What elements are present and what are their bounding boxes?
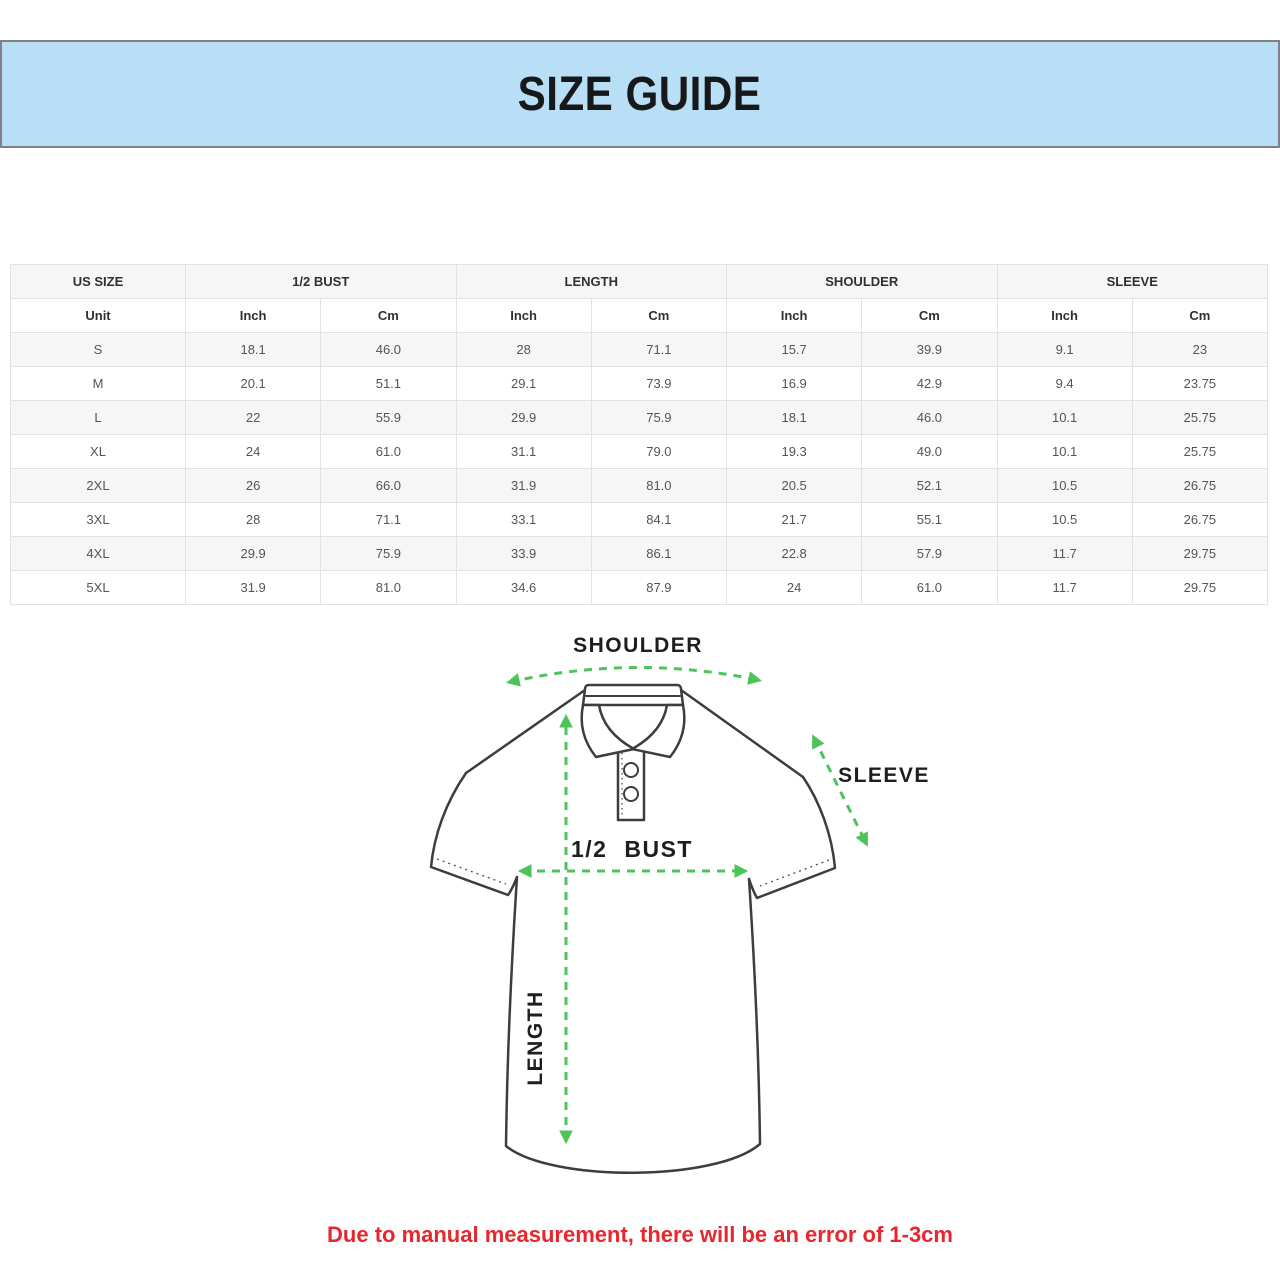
measurement-value: 26.75 xyxy=(1132,469,1267,503)
measurement-value: 10.1 xyxy=(997,435,1132,469)
button-top xyxy=(624,763,638,777)
measurement-value: 26.75 xyxy=(1132,503,1267,537)
right-sleeve xyxy=(749,777,835,898)
measurement-value: 73.9 xyxy=(591,367,726,401)
measurement-value: 24 xyxy=(186,435,321,469)
polo-shirt-drawing xyxy=(431,685,835,1173)
measurement-diagram xyxy=(418,630,938,1202)
measurement-value: 81.0 xyxy=(591,469,726,503)
measurement-value: 22.8 xyxy=(727,537,862,571)
size-table-container xyxy=(10,264,1268,605)
collar-left-leaf xyxy=(582,705,634,757)
measurement-value: 61.0 xyxy=(321,435,456,469)
size-guide-banner xyxy=(0,40,1280,148)
measurement-value: 81.0 xyxy=(321,571,456,605)
measurement-value: 55.1 xyxy=(862,503,997,537)
measurement-value: 75.9 xyxy=(591,401,726,435)
left-sleeve xyxy=(431,773,517,895)
column-header: LENGTH xyxy=(456,265,727,299)
unit-header-cell: Inch xyxy=(727,299,862,333)
size-label: XL xyxy=(11,435,186,469)
measurement-value: 71.1 xyxy=(321,503,456,537)
measurement-value: 28 xyxy=(456,333,591,367)
measurement-value: 31.9 xyxy=(186,571,321,605)
table-row xyxy=(11,537,1268,571)
size-label: 5XL xyxy=(11,571,186,605)
measurement-value: 29.75 xyxy=(1132,571,1267,605)
measurement-value: 61.0 xyxy=(862,571,997,605)
size-label: 2XL xyxy=(11,469,186,503)
column-header: SHOULDER xyxy=(727,265,998,299)
table-row xyxy=(11,503,1268,537)
measurement-value: 9.1 xyxy=(997,333,1132,367)
measurement-value: 87.9 xyxy=(591,571,726,605)
size-label: L xyxy=(11,401,186,435)
measurement-value: 28 xyxy=(186,503,321,537)
button-bottom xyxy=(624,787,638,801)
measurement-value: 52.1 xyxy=(862,469,997,503)
measurement-value: 42.9 xyxy=(862,367,997,401)
table-row xyxy=(11,469,1268,503)
measurement-value: 46.0 xyxy=(321,333,456,367)
sleeve-label: SLEEVE xyxy=(838,764,930,787)
measurement-disclaimer: Due to manual measurement, there will be an error of 1-3cm xyxy=(327,1222,953,1247)
size-label: 3XL xyxy=(11,503,186,537)
column-header: US SIZE xyxy=(11,265,186,299)
shoulder-arrow xyxy=(510,667,758,682)
measurement-value: 46.0 xyxy=(862,401,997,435)
table-row xyxy=(11,367,1268,401)
measurement-value: 10.5 xyxy=(997,503,1132,537)
measurement-value: 22 xyxy=(186,401,321,435)
measurement-value: 15.7 xyxy=(727,333,862,367)
size-table-body xyxy=(11,333,1268,605)
table-row xyxy=(11,333,1268,367)
measurement-value: 10.1 xyxy=(997,401,1132,435)
measurement-value: 66.0 xyxy=(321,469,456,503)
column-header: 1/2 BUST xyxy=(186,265,457,299)
measurement-value: 11.7 xyxy=(997,571,1132,605)
measurement-value: 11.7 xyxy=(997,537,1132,571)
measurement-value: 33.1 xyxy=(456,503,591,537)
shoulder-label: SHOULDER xyxy=(573,634,703,657)
unit-header-cell: Inch xyxy=(997,299,1132,333)
page-title: SIZE GUIDE xyxy=(518,67,762,121)
size-label: S xyxy=(11,333,186,367)
column-header: SLEEVE xyxy=(997,265,1268,299)
measurement-value: 49.0 xyxy=(862,435,997,469)
measurement-value: 39.9 xyxy=(862,333,997,367)
size-label: 4XL xyxy=(11,537,186,571)
unit-header-cell: Inch xyxy=(186,299,321,333)
table-row xyxy=(11,571,1268,605)
table-row xyxy=(11,401,1268,435)
measurement-value: 20.5 xyxy=(727,469,862,503)
unit-header-row xyxy=(11,299,1268,333)
unit-header-cell: Cm xyxy=(591,299,726,333)
bust-label: 1/2 BUST xyxy=(571,836,693,862)
measurement-value: 51.1 xyxy=(321,367,456,401)
measurement-value: 9.4 xyxy=(997,367,1132,401)
measurement-value: 29.9 xyxy=(186,537,321,571)
size-table xyxy=(10,264,1268,605)
collar-right-leaf xyxy=(632,705,684,757)
measurement-value: 31.9 xyxy=(456,469,591,503)
measurement-value: 55.9 xyxy=(321,401,456,435)
group-header-row xyxy=(11,265,1268,299)
unit-header-cell: Inch xyxy=(456,299,591,333)
measurement-value: 71.1 xyxy=(591,333,726,367)
measurement-value: 75.9 xyxy=(321,537,456,571)
measurement-value: 86.1 xyxy=(591,537,726,571)
unit-header-cell: Unit xyxy=(11,299,186,333)
measurement-value: 19.3 xyxy=(727,435,862,469)
unit-header-cell: Cm xyxy=(862,299,997,333)
measurement-value: 79.0 xyxy=(591,435,726,469)
size-label: M xyxy=(11,367,186,401)
measurement-value: 18.1 xyxy=(186,333,321,367)
unit-header-cell: Cm xyxy=(321,299,456,333)
measurement-value: 20.1 xyxy=(186,367,321,401)
length-label: LENGTH xyxy=(524,990,547,1086)
measurement-value: 33.9 xyxy=(456,537,591,571)
measurement-value: 21.7 xyxy=(727,503,862,537)
measurement-value: 29.1 xyxy=(456,367,591,401)
measurement-value: 23.75 xyxy=(1132,367,1267,401)
table-row xyxy=(11,435,1268,469)
measurement-value: 31.1 xyxy=(456,435,591,469)
measurement-value: 24 xyxy=(727,571,862,605)
measurement-value: 29.9 xyxy=(456,401,591,435)
measurement-value: 26 xyxy=(186,469,321,503)
measurement-value: 34.6 xyxy=(456,571,591,605)
measurement-value: 84.1 xyxy=(591,503,726,537)
measurement-value: 10.5 xyxy=(997,469,1132,503)
measurement-value: 25.75 xyxy=(1132,435,1267,469)
measurement-value: 18.1 xyxy=(727,401,862,435)
measurement-value: 16.9 xyxy=(727,367,862,401)
measurement-value: 23 xyxy=(1132,333,1267,367)
measurement-value: 25.75 xyxy=(1132,401,1267,435)
measurement-value: 57.9 xyxy=(862,537,997,571)
measurement-value: 29.75 xyxy=(1132,537,1267,571)
unit-header-cell: Cm xyxy=(1132,299,1267,333)
